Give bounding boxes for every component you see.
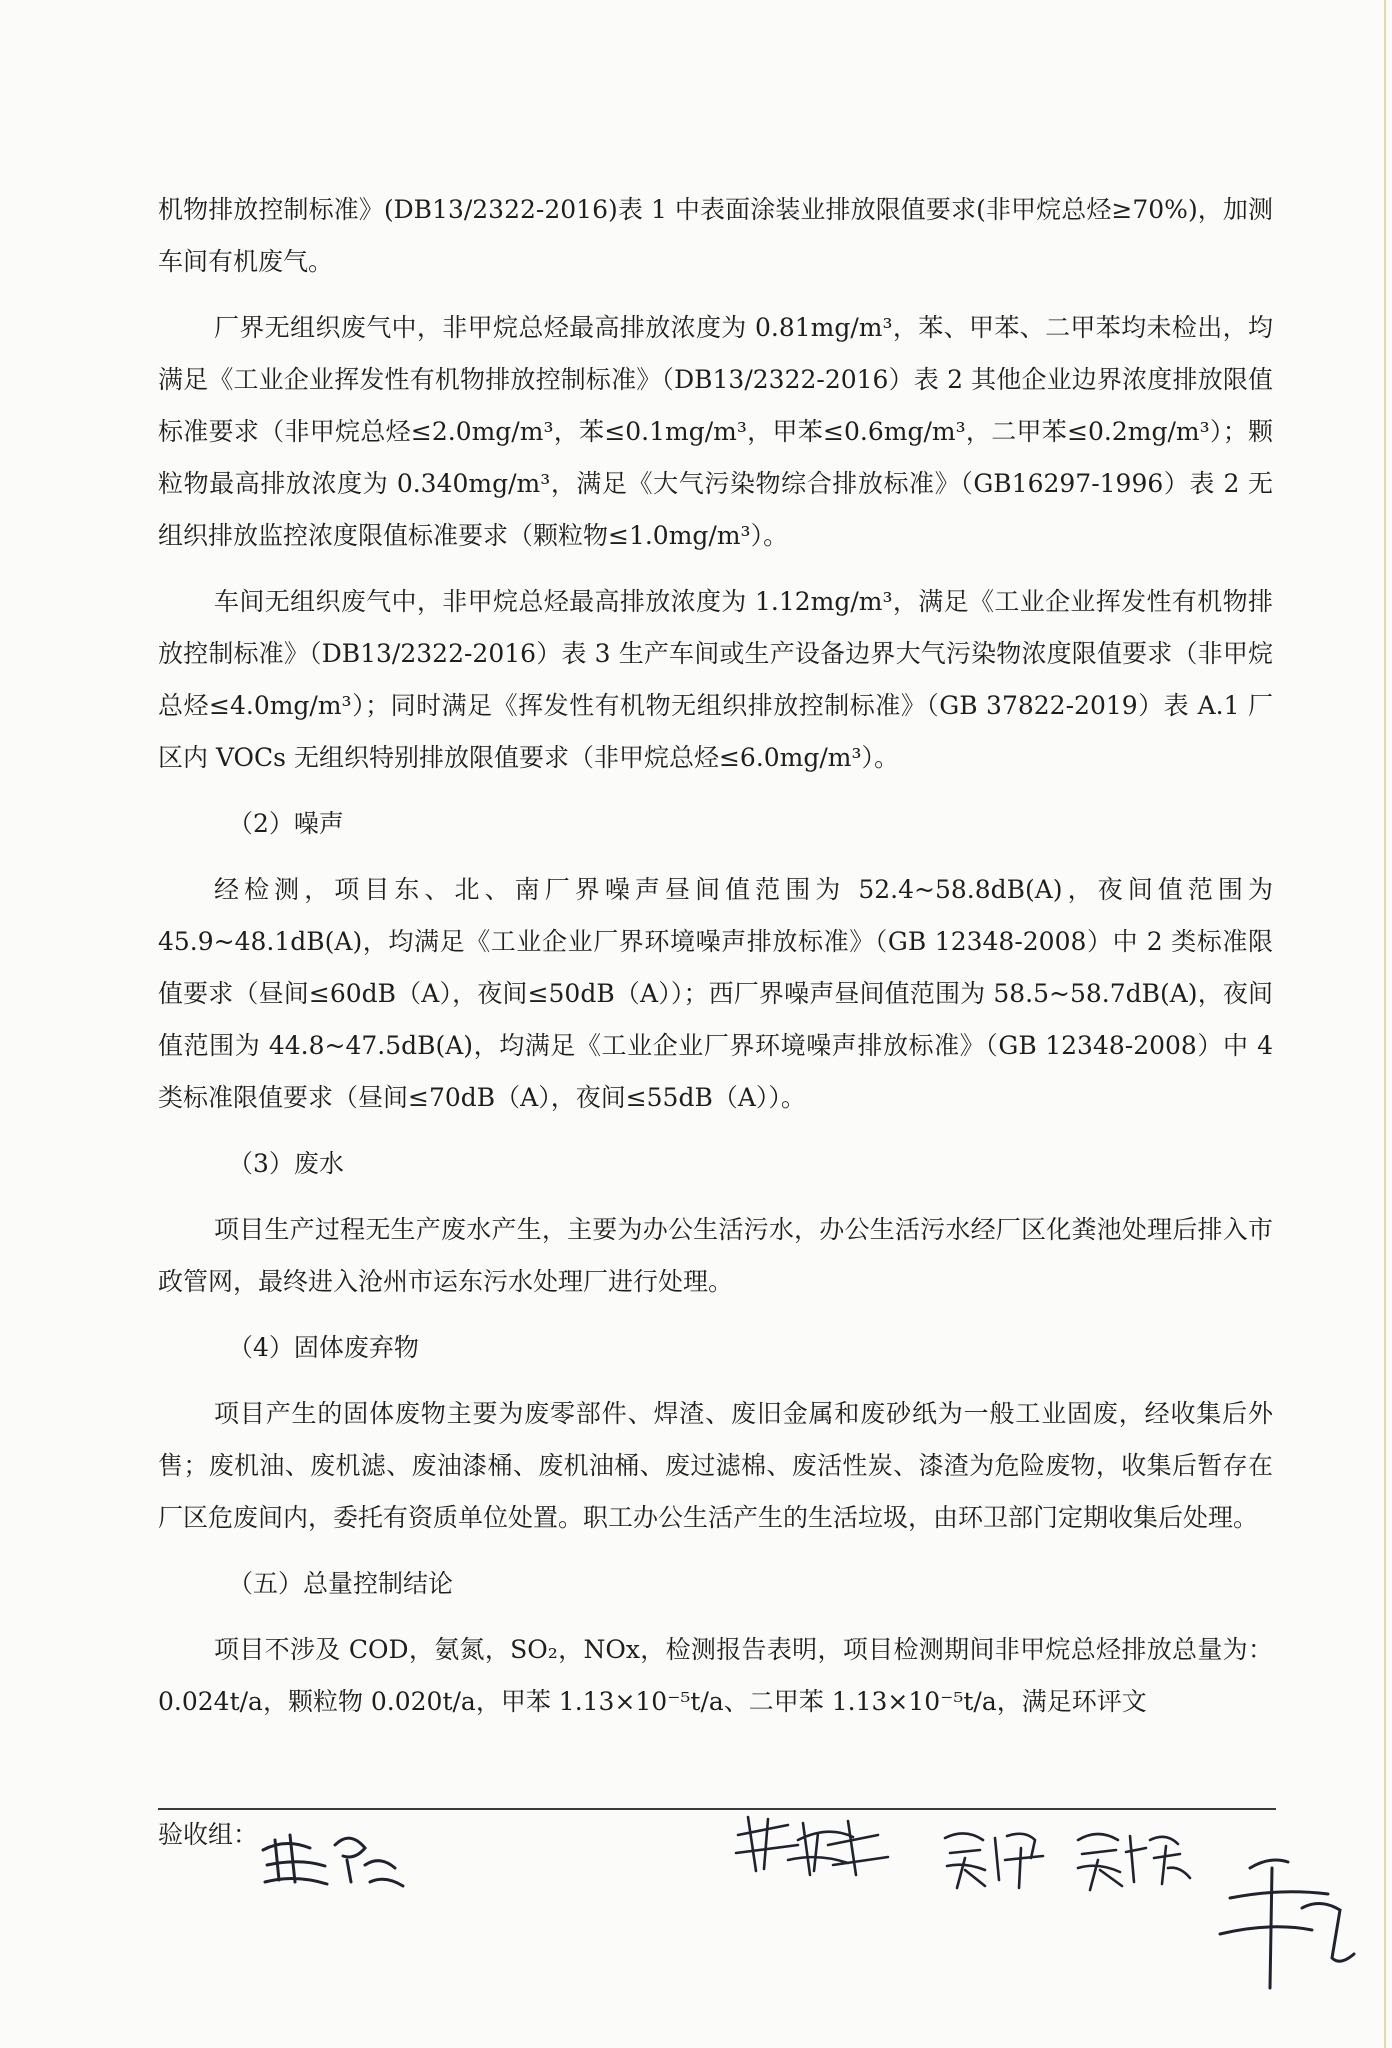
page-edge-line bbox=[1384, 0, 1386, 2048]
paragraph-fugitive-workshop: 车间无组织废气中，非甲烷总烃最高排放浓度为 1.12mg/m³，满足《工业企业挥发性有机物排放控制标准》（DB13/2322-2016）表 3 生产车间或生产设备边界大气污染物浓度限值要求（非甲烷总烃≤4.0mg/m³）；同时满足《挥发性有机物无组织排放控制标准》（GB 37822-2019）表 A.1 厂区内 VOCs 无组织特别排放限值要求（非甲烷总烃≤6.0mg/m³）。 bbox=[158, 587, 1273, 772]
paragraph-fugitive-boundary: 厂界无组织废气中，非甲烷总烃最高排放浓度为 0.81mg/m³，苯、甲苯、二甲苯均未检出，均满足《工业企业挥发性有机物排放控制标准》（DB13/2322-2016）表 2 其他企业边界浓度排放限值标准要求（非甲烷总烃≤2.0mg/m³，苯≤0.1mg/m³，甲苯≤0.6mg/m³，二甲苯≤0.2mg/m³）；颗粒物最高排放浓度为 0.340mg/m³，满足《大气污染物综合排放标准》（GB16297-1996）表 2 无组织排放监控浓度限值标准要求（颗粒物≤1.0mg/m³）。 bbox=[158, 313, 1273, 550]
signature-2 bbox=[728, 1805, 898, 1885]
signature-4 bbox=[1068, 1818, 1198, 1898]
heading-noise: （2）噪声 bbox=[228, 809, 344, 838]
acceptance-group-label: 验收组： bbox=[158, 1820, 259, 1849]
paragraph-wastewater: 项目生产过程无生产废水产生，主要为办公生活污水，办公生活污水经厂区化粪池处理后排入市政管网，最终进入沧州市运东污水处理厂进行处理。 bbox=[158, 1215, 1273, 1296]
heading-solid-waste: （4）固体废弃物 bbox=[228, 1333, 419, 1362]
paragraph-total-control: 项目不涉及 COD，氨氮，SO₂，NOx，检测报告表明，项目检测期间非甲烷总烃排放总量为：0.024t/a，颗粒物 0.020t/a，甲苯 1.13×10⁻⁵t/a、二甲苯 1.13×10⁻⁵t/a，满足环评文 bbox=[158, 1635, 1273, 1716]
heading-total-control: （五）总量控制结论 bbox=[228, 1569, 454, 1598]
signature-5 bbox=[1210, 1838, 1360, 1998]
signature-1 bbox=[255, 1820, 415, 1900]
footer-divider bbox=[158, 1808, 1276, 1810]
paragraph-solid-waste: 项目产生的固体废物主要为废零部件、焊渣、废旧金属和废砂纸为一般工业固废，经收集后外售；废机油、废机滤、废油漆桶、废机油桶、废过滤棉、废活性炭、漆渣为危险废物，收集后暂存在厂区危废间内，委托有资质单位处置。职工办公生活产生的生活垃圾，由环卫部门定期收集后处理。 bbox=[158, 1399, 1273, 1532]
paragraph-noise: 经检测，项目东、北、南厂界噪声昼间值范围为 52.4~58.8dB(A)，夜间值范围为 45.9~48.1dB(A)，均满足《工业企业厂界环境噪声排放标准》（GB 12348-2008）中 2 类标准限值要求（昼间≤60dB（A），夜间≤50dB（A））；西厂界噪声昼间值范围为 58.5~58.7dB(A)，夜间值范围为 44.8~47.5dB(A)，均满足《工业企业厂界环境噪声排放标准》（GB 12348-2008）中 4 类标准限值要求（昼间≤70dB（A），夜间≤55dB（A））。 bbox=[158, 875, 1273, 1112]
document-body bbox=[158, 184, 1273, 1742]
paragraph-1: 机物排放控制标准》(DB13/2322-2016)表 1 中表面涂装业排放限值要求(非甲烷总烃≥70%)，加测车间有机废气。 bbox=[158, 195, 1273, 276]
signature-3 bbox=[935, 1818, 1055, 1898]
heading-wastewater: （3）废水 bbox=[228, 1149, 344, 1178]
